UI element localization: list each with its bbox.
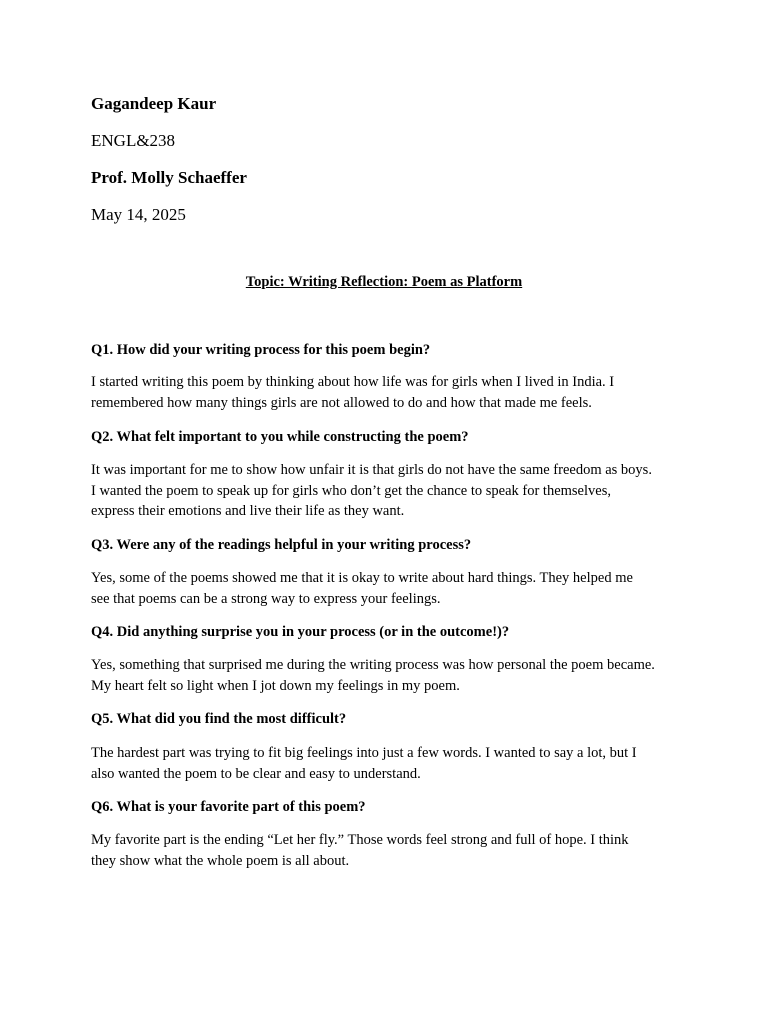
- answer-5: [91, 743, 691, 784]
- answer-5-line-1: The hardest part was trying to fit big feelings into just a few words. I wanted to say a lot, but I: [91, 745, 637, 761]
- answer-3-line-1: Yes, some of the poems showed me that it is okay to write about hard things. They helped me: [91, 570, 633, 586]
- question-5: Q5. What did you find the most difficult?: [91, 711, 347, 727]
- answer-2-line-1: It was important for me to show how unfair it is that girls do not have the same freedom as boys.: [91, 462, 652, 478]
- document-date: May 14, 2025: [91, 205, 186, 224]
- question-1: Q1. How did your writing process for this poem begin?: [91, 342, 431, 358]
- answer-6-line-1: My favorite part is the ending “Let her fly.” Those words feel strong and full of hope. I think: [91, 832, 629, 848]
- course-code: ENGL&238: [91, 131, 176, 150]
- answer-3: [91, 568, 691, 609]
- student-name: Gagandeep Kaur: [91, 94, 217, 113]
- question-6: Q6. What is your favorite part of this poem?: [91, 799, 366, 815]
- question-2: Q2. What felt important to you while constructing the poem?: [91, 429, 469, 445]
- answer-1-line-1: I started writing this poem by thinking about how life was for girls when I lived in India. I: [91, 374, 615, 390]
- answer-3-line-2: see that poems can be a strong way to express your feelings.: [91, 590, 441, 607]
- answer-6: [91, 830, 691, 871]
- answer-1-line-2: remembered how many things girls are not allowed to do and how that made me feels.: [91, 394, 592, 411]
- professor-name: Prof. Molly Schaeffer: [91, 168, 247, 187]
- answer-4-line-1: Yes, something that surprised me during the writing process was how personal the poem became.: [91, 657, 655, 673]
- answer-6-line-2: they show what the whole poem is all about.: [91, 852, 350, 869]
- answer-2-line-3: express their emotions and live their life as they want.: [91, 503, 405, 519]
- answer-1: [91, 372, 691, 413]
- answer-2-line-2: I wanted the poem to speak up for girls who don’t get the chance to speak for themselves,: [91, 482, 611, 499]
- answer-4: [91, 655, 691, 696]
- answer-2: [91, 460, 691, 522]
- question-4: Q4. Did anything surprise you in your process (or in the outcome!)?: [91, 624, 510, 640]
- question-3: Q3. Were any of the readings helpful in your writing process?: [91, 537, 472, 553]
- document-topic: Topic: Writing Reflection: Poem as Platform: [245, 274, 523, 290]
- answer-4-line-2: My heart felt so light when I jot down my feelings in my poem.: [91, 677, 460, 694]
- answer-5-line-2: also wanted the poem to be clear and easy to understand.: [91, 765, 421, 782]
